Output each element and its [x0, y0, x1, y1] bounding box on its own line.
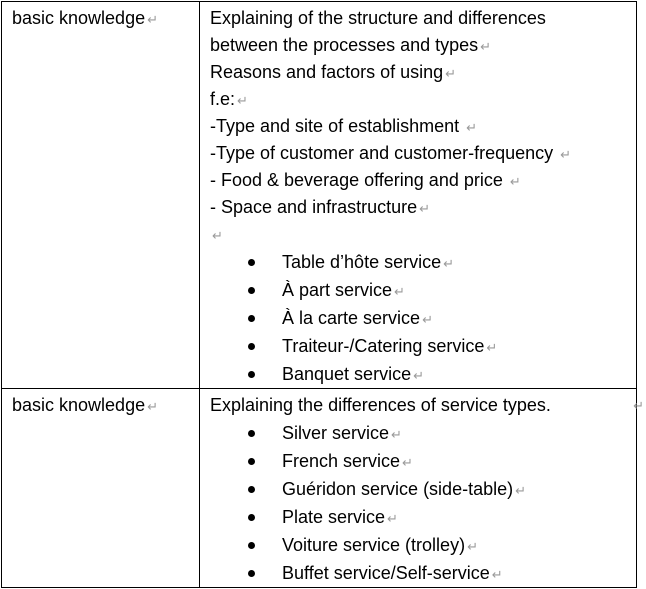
- paragraph-mark-icon: ↵: [515, 483, 527, 498]
- content-cell[interactable]: [200, 389, 644, 588]
- list-item-label: Table d’hôte service: [282, 252, 442, 272]
- paragraph-mark-icon: ↵: [509, 174, 521, 189]
- list-item-label: French service: [282, 451, 401, 471]
- paragraph-mark-icon: ↵: [237, 93, 248, 108]
- bullet-icon: [248, 486, 255, 493]
- content-line: Explaining of the structure and differences: [210, 8, 546, 28]
- paragraph-mark-icon: ↵: [480, 39, 492, 54]
- content-line: - Food & beverage offering and price: [210, 170, 508, 190]
- list-item-label: À part service: [282, 280, 393, 300]
- content-table: [1, 1, 644, 588]
- content-line: - Space and infrastructure: [210, 197, 418, 217]
- bullet-icon: [248, 315, 255, 322]
- paragraph-mark-icon: ↵: [402, 455, 413, 470]
- bullet-icon: [248, 458, 255, 465]
- content-line: Reasons and factors of using: [210, 62, 444, 82]
- list-item: [210, 531, 636, 559]
- content-line: Explaining the differences of service types.: [210, 395, 551, 415]
- paragraph-mark-icon: ↵: [466, 120, 478, 135]
- paragraph-mark-icon: ↵: [413, 368, 424, 383]
- list-item-label: Voiture service (trolley): [282, 535, 466, 555]
- paragraph-mark-icon: ↵: [491, 567, 503, 582]
- label-cell[interactable]: [2, 389, 200, 588]
- label-cell[interactable]: [2, 2, 200, 389]
- bullet-icon: [248, 343, 255, 350]
- list-item: [210, 475, 636, 503]
- list-item-label: Guéridon service (side-table): [282, 479, 514, 499]
- paragraph-mark-icon: ↵: [394, 284, 405, 299]
- paragraph-mark-icon: ↵: [443, 256, 454, 271]
- paragraph-mark-icon: ↵: [391, 427, 402, 442]
- row-label: basic knowledge: [12, 8, 146, 28]
- table-row: [2, 2, 637, 389]
- list-item-label: Silver service: [282, 423, 390, 443]
- content-cell[interactable]: [200, 2, 637, 389]
- content-line: -Type and site of establishment: [210, 116, 465, 136]
- bullet-icon: [248, 430, 255, 437]
- list-item: [210, 276, 636, 304]
- paragraph-mark-icon: ↵: [486, 340, 498, 355]
- paragraph-mark-icon: ↵: [212, 228, 223, 243]
- list-item: [210, 360, 636, 388]
- service-list: [210, 248, 636, 388]
- content-line: -Type of customer and customer-frequency: [210, 143, 559, 163]
- list-item-label: À la carte service: [282, 308, 421, 328]
- bullet-icon: [248, 542, 255, 549]
- list-item: [210, 559, 636, 587]
- row-label: basic knowledge: [12, 395, 146, 415]
- list-item: [210, 419, 636, 447]
- paragraph-mark-icon: ↵: [147, 12, 158, 27]
- table-row: [2, 389, 637, 588]
- list-item-label: Traiteur-/Catering service: [282, 336, 485, 356]
- list-item: [210, 332, 636, 360]
- bullet-icon: [248, 259, 255, 266]
- bullet-icon: [248, 514, 255, 521]
- content-line: between the processes and types: [210, 35, 479, 55]
- paragraph-mark-icon: ↵: [445, 66, 457, 81]
- paragraph-mark-icon: ↵: [419, 201, 431, 216]
- paragraph-mark-icon: ↵: [633, 398, 644, 413]
- list-item: [210, 503, 636, 531]
- bullet-icon: [248, 371, 255, 378]
- content-line: f.e:: [210, 89, 236, 109]
- bullet-icon: [248, 287, 255, 294]
- paragraph-mark-icon: ↵: [147, 399, 158, 414]
- list-item-label: Buffet service/Self-service: [282, 563, 490, 583]
- paragraph-mark-icon: ↵: [422, 312, 433, 327]
- paragraph-mark-icon: ↵: [387, 511, 398, 526]
- list-item: [210, 447, 636, 475]
- list-item: [210, 304, 636, 332]
- list-item-label: Plate service: [282, 507, 386, 527]
- list-item: [210, 248, 636, 276]
- bullet-icon: [248, 570, 255, 577]
- paragraph-mark-icon: ↵: [467, 539, 478, 554]
- paragraph-mark-icon: ↵: [560, 147, 572, 162]
- list-item-label: Banquet service: [282, 364, 412, 384]
- service-type-list: [210, 419, 636, 587]
